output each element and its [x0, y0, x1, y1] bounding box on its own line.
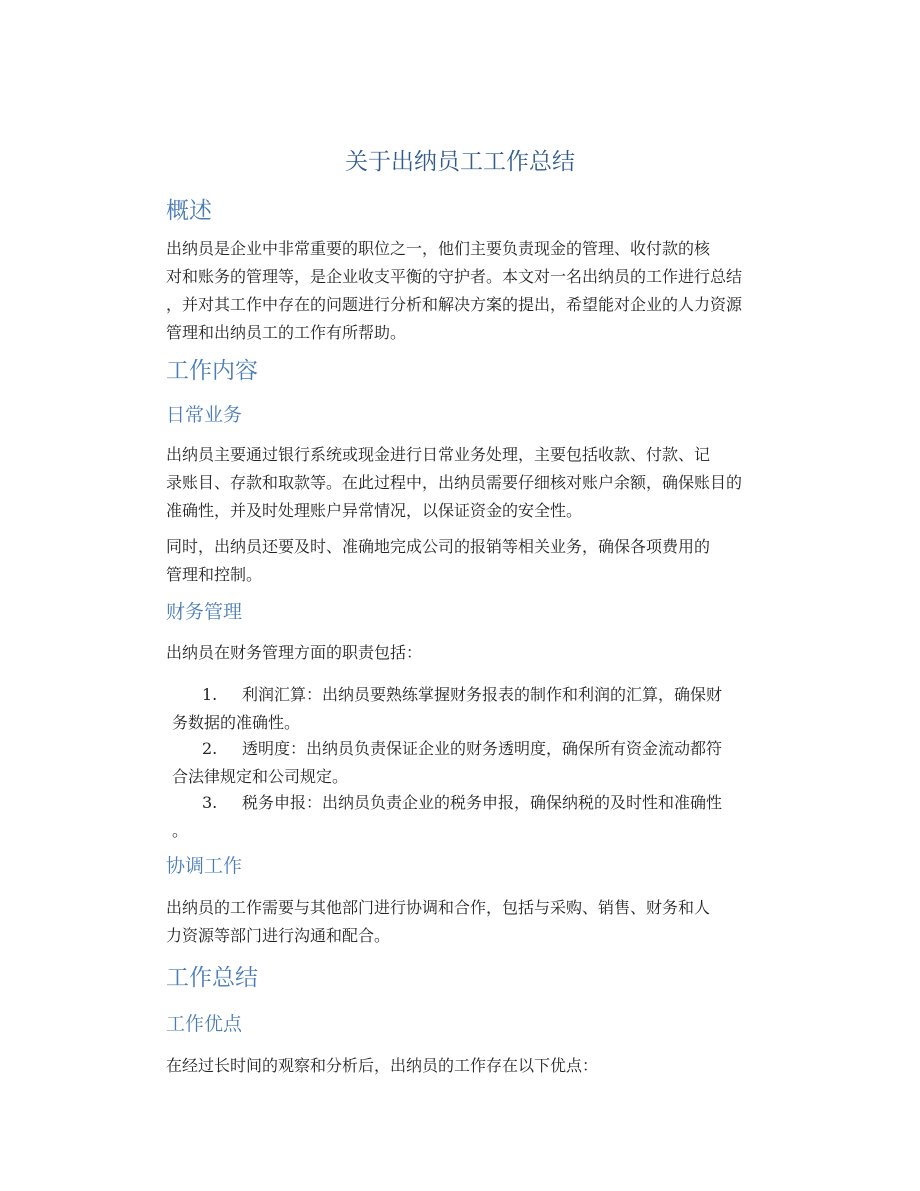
heading-overview: 概述	[166, 198, 212, 224]
heading-strengths: 工作优点	[166, 1013, 243, 1035]
list-item	[172, 789, 786, 845]
list-number: 3.	[202, 793, 218, 812]
list-item	[172, 735, 786, 791]
paragraph-line: 出纳员的工作需要与其他部门进行协调和合作，包括与采购、销售、财务和人	[166, 898, 711, 917]
paragraph-daily-1	[166, 441, 786, 525]
paragraph-line: 同时，出纳员还要及时、准确地完成公司的报销等相关业务，确保各项费用的	[166, 537, 711, 556]
heading-coordination: 协调工作	[166, 855, 243, 877]
list-item-text: 透明度：出纳员负责保证企业的财务透明度，确保所有资金流动都符	[242, 739, 723, 758]
list-number: 2.	[202, 739, 218, 758]
heading-daily-business: 日常业务	[166, 404, 243, 426]
paragraph-line: 力资源等部门进行沟通和配合。	[166, 926, 391, 945]
heading-work-summary: 工作总结	[166, 965, 258, 991]
paragraph-line: 对和账务的管理等，是企业收支平衡的守护者。本文对一名出纳员的工作进行总结	[166, 267, 743, 286]
paragraph-line: 管理和出纳员工的工作有所帮助。	[166, 323, 407, 342]
paragraph-line: 出纳员主要通过银行系统或现金进行日常业务处理，主要包括收款、付款、记	[166, 445, 711, 464]
document-title: 关于出纳员工工作总结	[345, 149, 575, 175]
list-item-text: 务数据的准确性。	[172, 713, 301, 732]
paragraph-strengths-intro	[166, 1052, 786, 1080]
paragraph-line: ，并对其工作中存在的问题进行分析和解决方案的提出，希望能对企业的人力资源	[166, 295, 743, 314]
list-item-text: 利润汇算：出纳员要熟练掌握财务报表的制作和利润的汇算，确保财	[242, 685, 723, 704]
list-item-text: 税务申报：出纳员负责企业的税务申报，确保纳税的及时性和准确性	[242, 793, 723, 812]
paragraph-line: 在经过长时间的观察和分析后，出纳员的工作存在以下优点：	[166, 1056, 599, 1075]
list-number: 1.	[202, 685, 218, 704]
heading-work-content: 工作内容	[166, 358, 258, 384]
list-item-text: 合法律规定和公司规定。	[172, 767, 349, 786]
paragraph-line: 出纳员在财务管理方面的职责包括：	[166, 643, 423, 662]
paragraph-overview	[166, 235, 786, 347]
paragraph-finance-intro	[166, 639, 786, 667]
list-item-text: 。	[172, 821, 189, 840]
paragraph-line: 录账目、存款和取款等。在此过程中，出纳员需要仔细核对账户余额，确保账目的	[166, 473, 743, 492]
heading-finance-management: 财务管理	[166, 601, 243, 623]
paragraph-line: 准确性，并及时处理账户异常情况，以保证资金的安全性。	[166, 501, 583, 520]
paragraph-daily-2	[166, 533, 786, 589]
paragraph-line: 出纳员是企业中非常重要的职位之一，他们主要负责现金的管理、收付款的核	[166, 239, 711, 258]
paragraph-line: 管理和控制。	[166, 565, 263, 584]
list-item	[172, 681, 786, 737]
paragraph-coordination	[166, 894, 786, 950]
